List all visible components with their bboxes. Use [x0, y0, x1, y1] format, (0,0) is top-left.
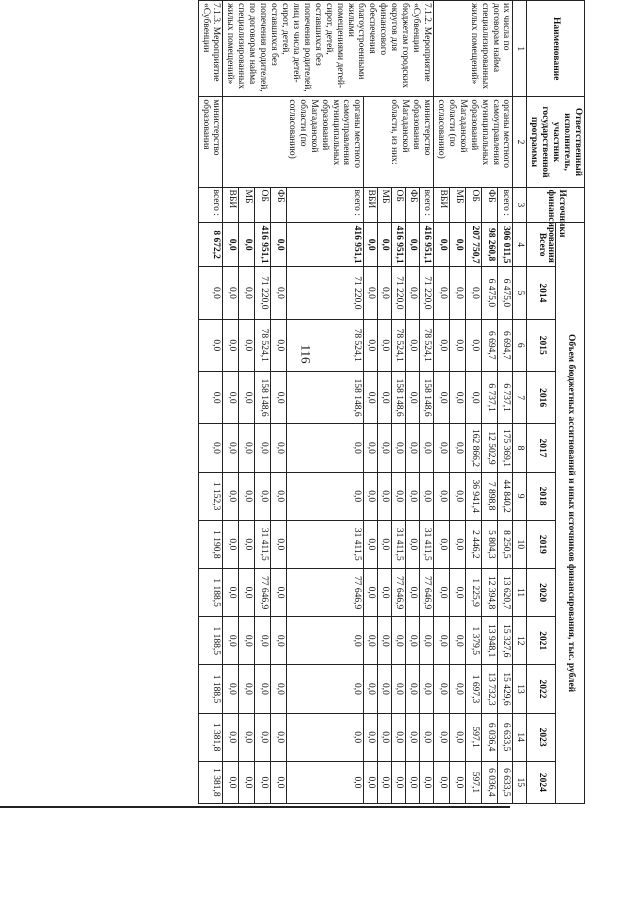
row-value: 31 411,5: [420, 520, 434, 568]
row-value: 0,0: [449, 223, 465, 267]
row-value: 0,0: [434, 520, 450, 568]
row-value: 0,0: [434, 761, 450, 803]
row-value: 1 381,8: [198, 713, 223, 761]
row-value: 0,0: [378, 568, 392, 616]
row-source: ВБИ: [223, 187, 239, 223]
header-year: 2022: [527, 665, 556, 713]
row-value: 13 620,7: [497, 568, 513, 616]
landscape-sheet: [85, 0, 585, 804]
row-value: 2 446,2: [465, 520, 481, 568]
row-value: 0,0: [465, 371, 481, 423]
rotated-page: [85, 0, 585, 804]
row-value: 0,0: [239, 472, 255, 520]
row-value: 0,0: [255, 761, 271, 803]
row-value: 0,0: [223, 267, 239, 319]
row-value: 0,0: [449, 713, 465, 761]
row-value: 77 646,9: [255, 568, 271, 616]
row-value: 0,0: [255, 665, 271, 713]
row-value: 0,0: [364, 371, 378, 423]
row-value: 0,0: [364, 713, 378, 761]
row-value: 44 840,2: [497, 472, 513, 520]
header-year: 2015: [527, 319, 556, 371]
column-index: 10: [513, 520, 527, 568]
row-value: 0,0: [406, 319, 420, 371]
row-value: 0,0: [406, 424, 420, 472]
row-value: 0,0: [392, 472, 406, 520]
row-responsible: министерство образования: [198, 97, 223, 187]
column-index: 3: [513, 187, 527, 223]
row-value: 6 633,5: [497, 713, 513, 761]
row-value: 0,0: [420, 761, 434, 803]
row-value: 6 694,7: [481, 319, 497, 371]
row-value: 0,0: [378, 665, 392, 713]
row-source: всего :: [420, 187, 434, 223]
row-source: ВБИ: [364, 187, 378, 223]
row-source: всего :: [198, 187, 223, 223]
row-source: ФБ: [481, 187, 497, 223]
column-index: 11: [513, 568, 527, 616]
row-value: 77 646,9: [420, 568, 434, 616]
row-value: 0,0: [364, 472, 378, 520]
row-value: 0,0: [255, 472, 271, 520]
row-value: 0,0: [434, 665, 450, 713]
row-value: 1 225,9: [465, 568, 481, 616]
row-value: 36 941,4: [465, 472, 481, 520]
row-value: 0,0: [434, 424, 450, 472]
row-value: 0,0: [378, 617, 392, 665]
row-value: 0,0: [239, 424, 255, 472]
row-value: 1 381,8: [198, 761, 223, 803]
row-value: 0,0: [239, 520, 255, 568]
row-value: 15 327,6: [497, 617, 513, 665]
row-value: 0,0: [406, 267, 420, 319]
row-value: 71 220,0: [392, 267, 406, 319]
row-value: 0,0: [378, 223, 392, 267]
header-row-1: [556, 1, 585, 804]
row-value: 0,0: [271, 424, 287, 472]
row-value: 71 220,0: [287, 267, 364, 319]
header-year: 2017: [527, 424, 556, 472]
row-value: 6 737,1: [481, 371, 497, 423]
row-value: 0,0: [287, 424, 364, 472]
row-value: 0,0: [434, 713, 450, 761]
header-year: 2021: [527, 617, 556, 665]
row-value: 31 411,5: [255, 520, 271, 568]
row-source: ФБ: [271, 187, 287, 223]
row-value: 6 633,5: [497, 761, 513, 803]
row-value: 175 369,1: [497, 424, 513, 472]
row-value: 0,0: [255, 617, 271, 665]
row-value: 0,0: [392, 713, 406, 761]
row-value: 0,0: [378, 761, 392, 803]
row-value: 416 951,1: [392, 223, 406, 267]
row-value: 0,0: [465, 267, 481, 319]
row-value: 0,0: [364, 319, 378, 371]
header-year: 2018: [527, 472, 556, 520]
row-value: 0,0: [406, 223, 420, 267]
header-year: 2016: [527, 371, 556, 423]
row-value: 0,0: [449, 568, 465, 616]
row-value: 0,0: [434, 568, 450, 616]
header-year: 2019: [527, 520, 556, 568]
column-index: 4: [513, 223, 527, 267]
row-value: 71 220,0: [255, 267, 271, 319]
row-responsible: органы местного самоуправления муниципальных образований Магаданской области (по согласованию): [434, 97, 513, 187]
row-value: 0,0: [449, 761, 465, 803]
row-value: 0,0: [378, 267, 392, 319]
row-value: 0,0: [364, 617, 378, 665]
row-value: 1 190,8: [198, 520, 223, 568]
row-value: 0,0: [378, 371, 392, 423]
row-value: 0,0: [239, 223, 255, 267]
row-value: 0,0: [392, 617, 406, 665]
row-value: 0,0: [392, 665, 406, 713]
column-index: 12: [513, 617, 527, 665]
row-value: 1 379,5: [465, 617, 481, 665]
row-value: 0,0: [406, 713, 420, 761]
row-value: 0,0: [239, 568, 255, 616]
row-value: 71 220,0: [420, 267, 434, 319]
row-value: 158 148,6: [420, 371, 434, 423]
table-row: [497, 1, 513, 804]
footer-rule: [0, 806, 510, 808]
row-value: 0,0: [420, 617, 434, 665]
header-row-index: [513, 1, 527, 804]
row-value: 0,0: [434, 371, 450, 423]
row-value: 0,0: [449, 520, 465, 568]
row-value: 207 750,7: [465, 223, 481, 267]
row-value: 0,0: [364, 223, 378, 267]
row-value: 0,0: [239, 617, 255, 665]
row-value: 0,0: [364, 267, 378, 319]
row-value: 15 429,6: [497, 665, 513, 713]
row-value: 0,0: [271, 472, 287, 520]
row-value: 0,0: [255, 424, 271, 472]
row-value: 0,0: [223, 424, 239, 472]
row-responsible: министерство образования Магаданской области, из них:: [364, 97, 434, 187]
row-value: 0,0: [420, 713, 434, 761]
row-value: 597,1: [465, 761, 481, 803]
row-value: 0,0: [198, 371, 223, 423]
row-value: 158 148,6: [287, 371, 364, 423]
row-value: 0,0: [406, 568, 420, 616]
row-value: 0,0: [406, 472, 420, 520]
row-value: 0,0: [198, 267, 223, 319]
row-value: 0,0: [223, 617, 239, 665]
row-value: 0,0: [449, 267, 465, 319]
row-value: 0,0: [223, 520, 239, 568]
table-row: [287, 1, 364, 804]
row-value: 0,0: [406, 665, 420, 713]
row-value: 0,0: [406, 761, 420, 803]
header-year: 2014: [527, 267, 556, 319]
row-value: 78 524,1: [255, 319, 271, 371]
row-value: 0,0: [271, 761, 287, 803]
row-value: 0,0: [223, 568, 239, 616]
row-source: МБ: [378, 187, 392, 223]
row-value: 0,0: [271, 223, 287, 267]
row-value: 0,0: [392, 424, 406, 472]
row-value: 0,0: [271, 520, 287, 568]
column-index: 7: [513, 371, 527, 423]
page-number: 116: [298, 344, 314, 364]
row-value: 1 188,5: [198, 617, 223, 665]
row-value: 7 898,8: [481, 472, 497, 520]
row-name: 7.1.2. Мероприятие «Субвенции бюджетам городских округов для финансового обеспечения благоустроенными жилыми помещениями детей-сирот, детей, оставшихся без попечения родителей, лиц из числа детей-сирот, детей, оставшихся без попечения родителей, по договорам найма специализированных жилых помещений»: [223, 1, 434, 97]
row-value: 13 948,1: [481, 617, 497, 665]
row-value: 0,0: [287, 617, 364, 665]
row-value: 0,0: [434, 267, 450, 319]
row-value: 0,0: [239, 665, 255, 713]
row-value: 0,0: [406, 617, 420, 665]
row-value: 31 411,5: [392, 520, 406, 568]
row-value: 0,0: [223, 472, 239, 520]
row-value: 0,0: [449, 319, 465, 371]
row-value: 0,0: [434, 472, 450, 520]
row-value: 0,0: [198, 319, 223, 371]
row-value: 98 260,8: [481, 223, 497, 267]
row-value: 0,0: [287, 665, 364, 713]
row-value: 0,0: [378, 520, 392, 568]
row-value: 0,0: [271, 568, 287, 616]
row-value: 0,0: [271, 617, 287, 665]
row-value: 0,0: [378, 472, 392, 520]
row-value: 0,0: [449, 371, 465, 423]
row-value: 77 646,9: [287, 568, 364, 616]
row-value: 416 951,1: [420, 223, 434, 267]
row-source: всего :: [497, 187, 513, 223]
row-value: 0,0: [271, 665, 287, 713]
row-value: 8 250,5: [497, 520, 513, 568]
row-value: 13 732,3: [481, 665, 497, 713]
row-value: 5 804,3: [481, 520, 497, 568]
row-value: 0,0: [364, 761, 378, 803]
header-year: 2024: [527, 761, 556, 803]
row-value: 0,0: [449, 617, 465, 665]
row-value: 0,0: [406, 371, 420, 423]
financing-table: [198, 0, 585, 804]
header-year: 2023: [527, 713, 556, 761]
row-value: 0,0: [364, 665, 378, 713]
row-value: 31 411,5: [287, 520, 364, 568]
row-value: 12 394,8: [481, 568, 497, 616]
row-value: 78 524,1: [392, 319, 406, 371]
row-value: 597,1: [465, 713, 481, 761]
row-source: ОБ: [255, 187, 271, 223]
row-value: 0,0: [449, 424, 465, 472]
row-value: 158 148,6: [255, 371, 271, 423]
row-value: 1 697,3: [465, 665, 481, 713]
header-year: 2020: [527, 568, 556, 616]
row-value: 0,0: [420, 665, 434, 713]
row-value: 1 152,3: [198, 472, 223, 520]
header-total: Всего: [527, 223, 556, 267]
row-value: 0,0: [223, 319, 239, 371]
row-source: ФБ: [406, 187, 420, 223]
column-index: 9: [513, 472, 527, 520]
row-name: 7.1.3. Мероприятие «Субвенции: [198, 1, 223, 97]
row-value: 416 951,1: [255, 223, 271, 267]
row-value: 0,0: [198, 424, 223, 472]
row-value: 0,0: [449, 665, 465, 713]
row-value: 0,0: [239, 319, 255, 371]
column-index: 8: [513, 424, 527, 472]
row-value: 0,0: [364, 520, 378, 568]
row-value: 78 524,1: [287, 319, 364, 371]
row-value: 78 524,1: [420, 319, 434, 371]
header-name: Наименование: [527, 1, 585, 97]
column-index: 13: [513, 665, 527, 713]
row-value: 12 502,9: [481, 424, 497, 472]
row-value: 306 011,5: [497, 223, 513, 267]
row-value: 0,0: [239, 267, 255, 319]
row-value: 6 475,0: [481, 267, 497, 319]
column-index: 2: [513, 97, 527, 187]
row-value: 1 188,5: [198, 568, 223, 616]
row-value: 0,0: [239, 713, 255, 761]
column-index: 5: [513, 267, 527, 319]
row-value: 0,0: [239, 761, 255, 803]
row-value: 6 737,1: [497, 371, 513, 423]
row-name: их числа по договорам найма специализированных жилых помещений»: [434, 1, 513, 97]
column-index: 14: [513, 713, 527, 761]
row-value: 0,0: [223, 223, 239, 267]
row-value: 6 036,4: [481, 761, 497, 803]
row-value: 0,0: [364, 424, 378, 472]
row-value: 0,0: [239, 371, 255, 423]
row-value: 0,0: [378, 319, 392, 371]
row-value: 0,0: [223, 665, 239, 713]
row-value: 0,0: [434, 617, 450, 665]
header-sources: Источники финансирования: [527, 187, 585, 223]
row-value: 0,0: [223, 371, 239, 423]
row-value: 0,0: [434, 319, 450, 371]
row-source: ОБ: [465, 187, 481, 223]
row-value: 158 148,6: [392, 371, 406, 423]
row-source: всего :: [287, 187, 364, 223]
table-row: [420, 1, 434, 804]
row-responsible: органы местного самоуправления муниципальных образований Магаданской области (по согласованию): [223, 97, 364, 187]
row-value: 0,0: [271, 371, 287, 423]
header-volume: Объем бюджетных ассигнований и иных источников финансирования, тыс. рублей: [556, 223, 585, 804]
row-value: 0,0: [364, 568, 378, 616]
row-value: 416 951,1: [287, 223, 364, 267]
row-value: 0,0: [378, 713, 392, 761]
row-value: 6 036,4: [481, 713, 497, 761]
row-value: 0,0: [465, 319, 481, 371]
header-responsible: Ответственный исполнитель, участник государственной программы: [527, 97, 585, 187]
table-row: [198, 1, 223, 804]
row-source: МБ: [239, 187, 255, 223]
row-value: 0,0: [434, 223, 450, 267]
row-value: 6 694,7: [497, 319, 513, 371]
row-value: 0,0: [420, 424, 434, 472]
row-value: 1 188,5: [198, 665, 223, 713]
row-value: 77 646,9: [392, 568, 406, 616]
row-value: 0,0: [287, 761, 364, 803]
row-value: 0,0: [223, 713, 239, 761]
row-value: 0,0: [378, 424, 392, 472]
row-value: 0,0: [223, 761, 239, 803]
row-source: МБ: [449, 187, 465, 223]
table-body: [198, 1, 513, 804]
row-value: 162 866,2: [465, 424, 481, 472]
row-source: ОБ: [392, 187, 406, 223]
row-source: ВБИ: [434, 187, 450, 223]
row-value: 0,0: [271, 319, 287, 371]
row-value: 8 672,2: [198, 223, 223, 267]
column-index: 6: [513, 319, 527, 371]
row-value: 0,0: [392, 761, 406, 803]
row-value: 0,0: [420, 472, 434, 520]
row-value: 6 475,0: [497, 267, 513, 319]
row-value: 0,0: [287, 713, 364, 761]
column-index: 1: [513, 1, 527, 97]
column-index: 15: [513, 761, 527, 803]
row-value: 0,0: [406, 520, 420, 568]
row-value: 0,0: [271, 713, 287, 761]
row-value: 0,0: [287, 472, 364, 520]
row-value: 0,0: [449, 472, 465, 520]
row-value: 0,0: [271, 267, 287, 319]
row-value: 0,0: [255, 713, 271, 761]
